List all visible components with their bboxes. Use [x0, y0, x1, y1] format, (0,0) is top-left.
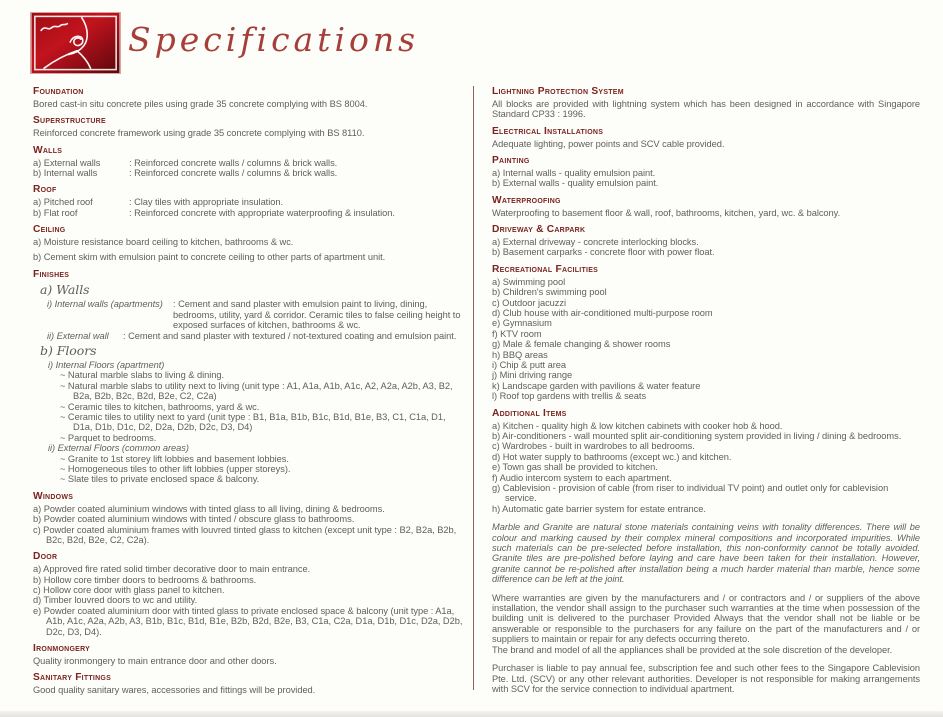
spec-line: h) BBQ areas: [492, 349, 548, 360]
spec-line: b) Cement skim with emulsion paint to concrete ceiling to other parts of apartment unit.: [33, 252, 386, 263]
page-title: Specifications: [128, 20, 420, 59]
spec-line: Quality ironmongery to main entrance door and other doors.: [33, 656, 277, 667]
spec-line: c) Outdoor jacuzzi: [492, 297, 567, 308]
spec-section: [33, 115, 465, 138]
spec-label: a) External walls: [33, 157, 101, 168]
spec-desc: : Clay tiles with appropriate insulation.: [129, 197, 284, 208]
notes-paragraph: Marble and Granite are natural stone materials containing veins with tonality differences. There will be colour and marking caused by their complex mineral compositions and incorporated impurities. While such materials can be pre-selected before installation, this non-conformity cannot be totally avoided. Granite tiles are pre-polished before laying and care have been taken for their installation. However, granite cannot be re-polished after installation being a much harder material than marble, hence some difference can be left at the joint.: [492, 522, 920, 585]
spec-section: [33, 643, 465, 666]
spec-line: b) Children's swimming pool: [492, 287, 607, 298]
spec-line: b) Air-conditioners - wall mounted split air-conditioning system provided in living / dining & bedrooms.: [492, 430, 902, 441]
section-heading: Finishes: [33, 268, 70, 280]
finishes-subheading: b) Floors: [40, 342, 97, 358]
spec-section: [492, 195, 920, 218]
spec-line: e) Town gas shall be provided to kitchen.: [492, 462, 658, 473]
section-heading: Sanitary Fittings: [33, 672, 112, 684]
spec-section: [492, 264, 920, 402]
notes-paragraph: Where warranties are given by the manufacturers and / or contractors and / or suppliers of the above installation, the vendor shall assign to the purchaser such warranties at the time when possession of the building unit is delivered to the purchaser Provided Always that the vendor shall not be liable or be answerable or responsible to the purchasers for any failure on the part of the manufacturers and / or suppliers to maintain or repair for any defects occurring thereto.: [492, 592, 920, 645]
spec-line: Waterproofing to basement floor & wall, roof, bathrooms, kitchen, yard, wc. & balcony.: [492, 207, 841, 218]
spec-line: d) Club house with air-conditioned multi-purpose room: [492, 308, 713, 318]
spec-line: g) Male & female changing & shower rooms: [492, 339, 671, 350]
spec-desc: : Reinforced concrete walls / columns & brick walls.: [129, 157, 338, 168]
spec-line: a) Internal walls - quality emulsion paint.: [492, 167, 656, 178]
spec-section: [33, 86, 465, 109]
spec-label: ii) External wall: [47, 330, 109, 341]
spec-line: a) Powder coated aluminium windows with tinted glass to all living, dining & bedrooms.: [33, 503, 385, 514]
column-divider: [473, 86, 474, 690]
spec-line: [33, 208, 465, 218]
spec-desc: : Cement and sand plaster with emulsion paint to living, dining, bedrooms, utility, yard & corridor. Ceramic tiles to false ceiling height to exposed surfaces of kitchen, bathrooms & wc.: [173, 299, 461, 331]
spec-line: [33, 158, 465, 168]
spec-line: a) Moisture resistance board ceiling to kitchen, bathrooms & wc.: [33, 237, 294, 248]
right-column: [492, 86, 920, 700]
finishes-subheading: a) Walls: [40, 282, 90, 298]
spec-line: c) Wardrobes - built in wardrobes to all bedrooms.: [492, 441, 695, 452]
spec-line: Good quality sanitary wares, accessories and fittings will be provided.: [33, 685, 316, 696]
spec-line: Bored cast-in situ concrete piles using grade 35 concrete complying with BS 8004.: [33, 98, 368, 109]
spec-section: [33, 672, 465, 695]
spec-line: [33, 168, 465, 178]
spec-section: [492, 126, 920, 149]
spec-line: a) External driveway - concrete interlocking blocks.: [492, 237, 699, 248]
spec-line: e) Powder coated aluminium door with tinted glass to private enclosed space & balcony (unit type : A1a, A1b, A1c, A2a, A2b, A3, B1b, B1c, B1d, B1e, B2b, B2d, B2e, B3, C1a, C2a, D1a, D1b, D1c, D2a, D2b, D2c, D3, D4).: [33, 605, 463, 637]
spec-line: ~ Parquet to bedrooms.: [60, 432, 157, 443]
spec-line: All blocks are provided with lightning system which has been designed in accordance with Singapore Standard CP33 : 1996.: [492, 98, 920, 120]
section-heading: Foundation: [33, 86, 84, 97]
spec-line: d) Timber louvred doors to wc and utility.: [33, 595, 198, 606]
spec-line: f) Audio intercom system to each apartment.: [492, 472, 672, 483]
spec-section: [33, 184, 465, 218]
spec-section: [33, 551, 465, 637]
spec-line: ~ Ceramic tiles to kitchen, bathrooms, yard & wc.: [60, 401, 260, 412]
notes-paragraph: Purchaser is liable to pay annual fee, subscription fee and such other fees to the Singapore Cablevision Pte. Ltd. (SCV) or any other relevant authorities. Developer is not responsible for making arrangements with SCV for the service connection to individual apartment.: [492, 663, 920, 694]
section-heading: Recreational Facilities: [492, 263, 599, 275]
spec-section: [33, 145, 465, 179]
spec-line: ~ Natural marble slabs to utility next to living (unit type : A1, A1a, A1b, A1c, A2, A2a, A2b, A3, B2, B2a, B2b, B2c, B2d, B2e, C2, C2a): [60, 380, 453, 402]
spec-line: g) Cablevision - provision of cable (from riser to individual TV point) and outlet only for cablevision service.: [492, 483, 889, 504]
spec-label: b) Internal walls: [33, 167, 98, 178]
spec-line: ~ Ceramic tiles to utility next to yard (unit type : B1, B1a, B1b, B1c, B1d, B1e, B3, C1, C1a, D1, D1a, D1b, D1c, D2, D2a, D2b, D2c, D3, D4): [60, 411, 446, 433]
section-heading: Ceiling: [33, 224, 66, 236]
spec-line: [47, 299, 465, 330]
spec-line: Reinforced concrete framework using grade 35 concrete complying with BS 8110.: [33, 128, 365, 139]
spec-line: c) Hollow core door with glass panel to kitchen.: [33, 585, 225, 596]
spec-label: a) Pitched roof: [33, 197, 93, 208]
spec-line: a) Kitchen - quality high & low kitchen cabinets with cooker hob & hood.: [492, 420, 783, 431]
spec-section: [492, 522, 920, 694]
spec-line: [47, 331, 465, 341]
section-heading: Electrical Installations: [492, 125, 604, 137]
spec-section: [33, 269, 465, 485]
spec-line: b) External walls - quality emulsion paint.: [492, 178, 659, 189]
section-heading: Driveway & Carpark: [492, 224, 586, 236]
left-column: [33, 86, 465, 702]
section-heading: Painting: [492, 155, 530, 167]
spec-line: b) Basement carparks - concrete floor with power float.: [492, 247, 715, 258]
spec-line: f) KTV room: [492, 328, 542, 339]
section-heading: Windows: [33, 490, 74, 502]
spec-line: Adequate lighting, power points and SCV cable provided.: [492, 138, 725, 149]
spec-line: a) Approved fire rated solid timber decorative door to main entrance.: [33, 564, 311, 575]
spec-line: i) Chip & putt area: [492, 360, 566, 371]
section-heading: Walls: [33, 144, 63, 156]
spec-label: b) Flat roof: [33, 207, 78, 218]
spec-line: b) Powder coated aluminium windows with tinted / obscure glass to bathrooms.: [33, 514, 355, 525]
spec-section: [492, 155, 920, 189]
spec-section: [492, 86, 920, 120]
spec-desc: : Reinforced concrete walls / columns & brick walls.: [129, 167, 338, 178]
spec-section: [492, 224, 920, 258]
section-heading: Superstructure: [33, 115, 106, 127]
spec-line: ~ Natural marble slabs to living & dining.: [60, 370, 225, 381]
spec-line: a) Swimming pool: [492, 276, 566, 287]
spec-line: ~ Homogeneous tiles to other lift lobbies (upper storeys).: [60, 463, 291, 474]
spec-line: j) Mini driving range: [492, 370, 573, 381]
spec-line: l) Roof top gardens with trellis & seats: [492, 391, 647, 402]
notes-paragraph: The brand and model of all the appliances shall be provided at the sole discretion of the developer.: [492, 644, 893, 655]
spec-desc: : Cement and sand plaster with textured / not-textured coating and emulsion paint.: [123, 330, 457, 341]
section-heading: Lightning Protection System: [492, 86, 624, 97]
spec-section: [492, 408, 920, 515]
section-heading: Ironmongery: [33, 643, 91, 655]
rose-logo-icon: [31, 13, 120, 73]
spec-label: i) Internal walls (apartments): [47, 299, 163, 310]
spec-line: [33, 197, 465, 207]
spec-line: c) Powder coated aluminium frames with louvred tinted glass to kitchen (except unit type : B2, B2a, B2b, B2c, B2d, B2e, C2, C2a).: [33, 524, 457, 545]
finishes-subheading: i) Internal Floors (apartment): [48, 359, 165, 370]
section-heading: Waterproofing: [492, 194, 561, 206]
spec-line: h) Automatic gate barrier system for estate entrance.: [492, 503, 706, 514]
section-heading: Door: [33, 551, 58, 563]
rose-logo: [30, 12, 121, 74]
spec-line: b) Hollow core timber doors to bedrooms & bathrooms.: [33, 574, 257, 585]
spec-line: ~ Slate tiles to private enclosed space & balcony.: [60, 474, 260, 485]
spec-desc: : Reinforced concrete with appropriate waterproofing & insulation.: [129, 207, 395, 218]
spec-line: ~ Granite to 1st storey lift lobbies and basement lobbies.: [60, 453, 289, 464]
spec-section: [33, 224, 465, 263]
section-heading: Additional Items: [492, 407, 567, 419]
section-heading: Roof: [33, 184, 57, 196]
spec-line: d) Hot water supply to bathrooms (except wc.) and kitchen.: [492, 451, 732, 462]
spec-line: k) Landscape garden with pavilions & water feature: [492, 380, 701, 391]
spec-line: e) Gymnasium: [492, 318, 552, 329]
spec-section: [33, 491, 465, 546]
finishes-subheading: ii) External Floors (common areas): [48, 443, 189, 454]
